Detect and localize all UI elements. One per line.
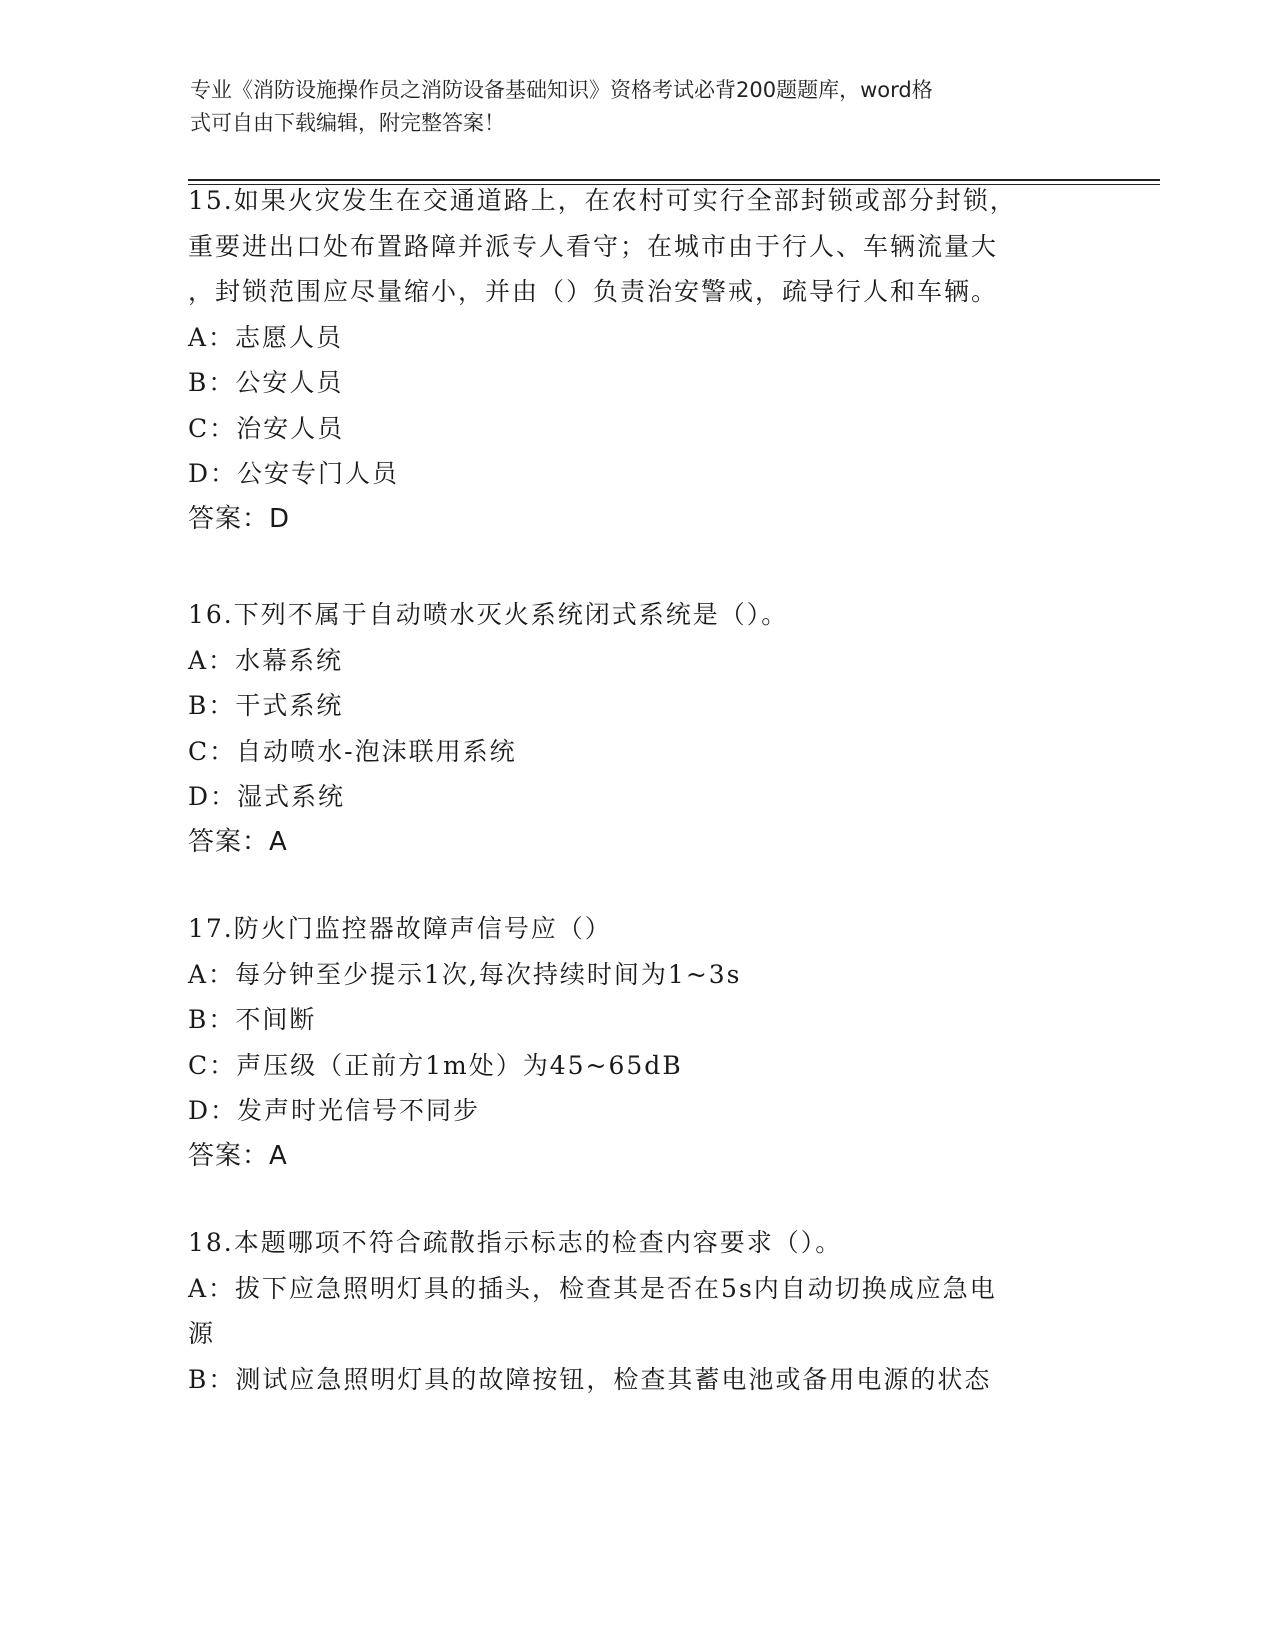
option-a-continued: 源 [188, 1319, 216, 1348]
question-17 [188, 906, 1088, 1179]
question-18 [188, 1220, 1088, 1402]
document-header [190, 74, 1090, 140]
option-d: D：发声时光信号不同步 [188, 1096, 481, 1125]
answer-label: 答案：A [188, 1140, 288, 1171]
question-text: ，封锁范围应尽量缩小，并由（）负责治安警戒，疏导行人和车辆。 [188, 277, 999, 306]
option-a: A：水幕系统 [188, 645, 344, 675]
option-b: B：公安人员 [188, 368, 344, 397]
answer-label: 答案：A [188, 826, 288, 857]
question-16 [188, 592, 1088, 865]
option-b: B：测试应急照明灯具的故障按钮，检查其蓄电池或备用电源的状态 [188, 1364, 992, 1394]
question-text: 18.本题哪项不符合疏散指示标志的检查内容要求（）。 [188, 1228, 843, 1257]
question-text: 15.如果火灾发生在交通道路上，在农村可实行全部封锁或部分封锁， [188, 186, 1017, 215]
option-c: C：声压级（正前方1m处）为45~65dB [188, 1050, 683, 1080]
question-text: 17.防火门监控器故障声信号应（） [188, 914, 612, 943]
option-a: A：志愿人员 [188, 322, 344, 352]
header-line-2: 式可自由下载编辑，附完整答案！ [190, 111, 505, 135]
option-c: C：自动喷水-泡沫联用系统 [188, 736, 517, 766]
option-d: D：湿式系统 [188, 782, 346, 811]
question-text: 16.下列不属于自动喷水灭火系统闭式系统是（）。 [188, 600, 789, 629]
option-c: C：治安人员 [188, 413, 345, 443]
option-b: B：不间断 [188, 1005, 317, 1034]
question-15 [188, 178, 1088, 542]
answer-label: 答案：D [188, 503, 291, 534]
option-a: A：拔下应急照明灯具的插头，检查其是否在5s内自动切换成应急电 [188, 1273, 997, 1303]
header-line-1: 专业《消防设施操作员之消防设备基础知识》资格考试必背200题题库，word格 [190, 78, 933, 102]
question-text: 重要进出口处布置路障并派专人看守；在城市由于行人、车辆流量大 [188, 231, 999, 261]
option-d: D：公安专门人员 [188, 459, 400, 488]
option-b: B：干式系统 [188, 691, 344, 720]
option-a: A：每分钟至少提示1次,每次持续时间为1~3s [188, 959, 742, 989]
